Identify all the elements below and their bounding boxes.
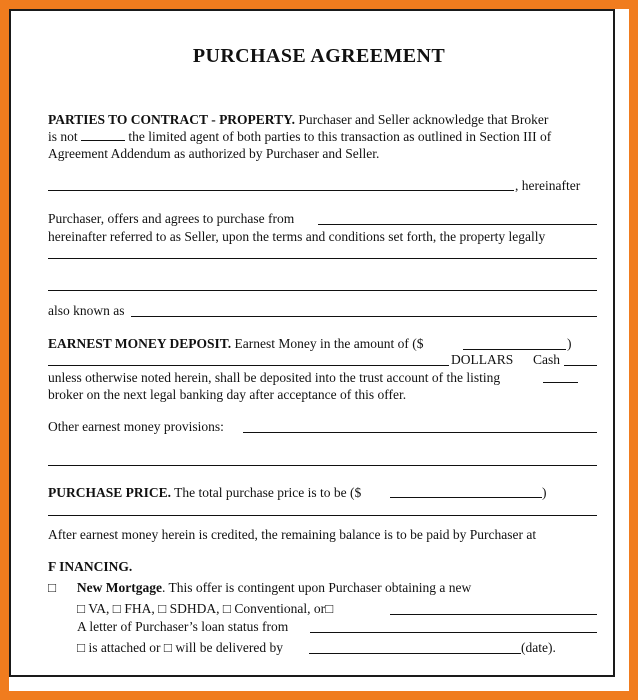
document-title: PURCHASE AGREEMENT <box>192 45 446 67</box>
loan-status-letter-text: A letter of Purchaser’s loan status from <box>77 619 289 634</box>
other-loan-type-blank[interactable] <box>390 614 597 615</box>
earnest-line-1 <box>48 335 424 352</box>
new-mortgage-text: . This offer is contingent upon Purchaser obtaining a new <box>162 580 472 595</box>
parties-line-2-text: the limited agent of both parties to this transaction as outlined in Section III of <box>128 129 552 144</box>
earnest-line-4: broker on the next legal banking day after acceptance of this offer. <box>48 387 407 402</box>
price-text: The total purchase price is to be ($ <box>174 485 362 500</box>
price-heading: PURCHASE PRICE. <box>48 485 172 500</box>
legal-description-blank-2[interactable] <box>48 290 597 291</box>
broker-agent-blank[interactable] <box>81 128 125 141</box>
after-credit-text: After earnest money herein is credited, the remaining balance is to be paid by Purchaser at <box>48 527 537 542</box>
attached-or-delivered-text[interactable]: □ is attached or □ will be delivered by <box>77 640 283 655</box>
new-mortgage-line <box>48 579 471 596</box>
financing-heading-text: F INANCING. <box>48 559 133 574</box>
hereinafter-text: , hereinafter <box>515 178 581 193</box>
price-close-paren: ) <box>542 485 547 500</box>
referred-text: hereinafter referred to as Seller, upon the terms and conditions set forth, the property legally <box>48 229 546 244</box>
dollars-text: DOLLARS <box>451 352 514 367</box>
loan-type-options[interactable]: □ VA, □ FHA, □ SDHDA, □ Conventional, or□ <box>77 601 334 616</box>
parties-line-2 <box>48 128 551 145</box>
price-amount-blank[interactable] <box>390 497 542 498</box>
other-provisions-text: Other earnest money provisions: <box>48 419 224 434</box>
new-mortgage-label: New Mortgage <box>76 580 162 595</box>
loan-status-from-blank[interactable] <box>310 632 597 633</box>
legal-description-blank-1[interactable] <box>48 258 597 259</box>
date-text: (date). <box>521 640 556 655</box>
parties-line-1-text: Purchaser and Seller acknowledge that Broker <box>298 112 549 127</box>
earnest-words-blank[interactable] <box>48 365 449 366</box>
other-provisions-blank-2[interactable] <box>48 465 597 466</box>
purchaser-name-blank[interactable] <box>48 190 514 191</box>
financing-heading <box>48 558 132 575</box>
seller-name-blank[interactable] <box>318 224 597 225</box>
listing-blank[interactable] <box>543 382 578 383</box>
earnest-line-3: unless otherwise noted herein, shall be deposited into the trust account of the listing <box>48 370 501 385</box>
delivery-date-blank[interactable] <box>309 653 521 654</box>
price-words-blank[interactable] <box>48 515 597 516</box>
earnest-amount-blank[interactable] <box>463 349 566 350</box>
other-provisions-blank-1[interactable] <box>243 432 597 433</box>
cash-blank[interactable] <box>564 365 597 366</box>
earnest-heading: EARNEST MONEY DEPOSIT. <box>48 336 232 351</box>
cash-text: Cash <box>533 352 560 367</box>
aka-blank[interactable] <box>131 316 597 317</box>
is-not-text: is not <box>48 129 78 144</box>
earnest-amount-text: Earnest Money in the amount of ($ <box>234 336 424 351</box>
price-line <box>48 484 361 501</box>
new-mortgage-checkbox[interactable]: □ <box>48 580 57 595</box>
offers-text: Purchaser, offers and agrees to purchase from <box>48 211 295 226</box>
parties-heading: PARTIES TO CONTRACT - PROPERTY. <box>48 112 295 127</box>
aka-text: also known as <box>48 303 125 318</box>
parties-line-1 <box>48 111 548 128</box>
parties-line-3: Agreement Addendum as authorized by Purchaser and Seller. <box>48 146 380 161</box>
earnest-close-paren: ) <box>567 336 572 351</box>
